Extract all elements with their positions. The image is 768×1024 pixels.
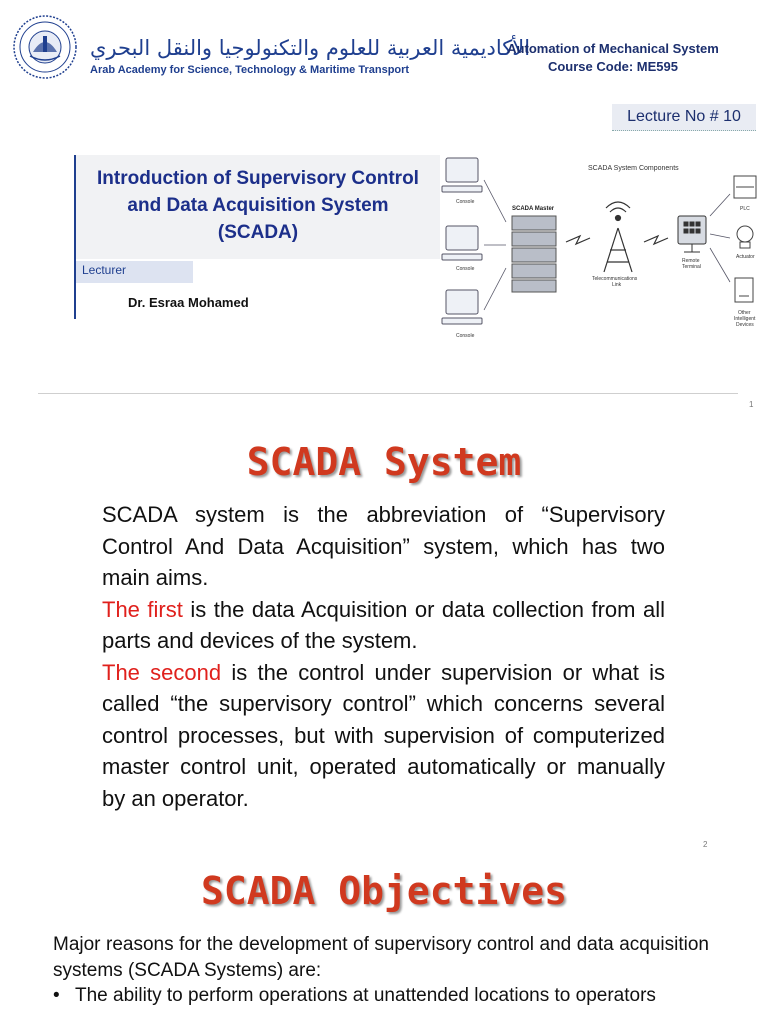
highlight-second: The second <box>102 659 222 685</box>
console-link-arrows <box>484 180 506 310</box>
paragraph <box>102 657 665 815</box>
course-info <box>478 40 748 76</box>
academy-logo <box>12 14 78 80</box>
diagram-title: SCADA System Components <box>588 165 679 172</box>
page-number: 1 <box>749 400 754 409</box>
paragraph: SCADA system is the abbreviation of “Supervisory Control And Data Acquisition” system, which has two main aims. <box>102 502 665 590</box>
remote-label: Remote <box>682 258 700 264</box>
link-bolt-icon <box>566 236 590 244</box>
actuator-icon <box>737 226 753 248</box>
slide2-title: SCADA System <box>246 440 522 484</box>
intelligent-device-icon <box>735 278 753 302</box>
other-label: Other <box>738 310 751 316</box>
actuator-label: Actuator <box>736 254 755 260</box>
console-label: Console <box>456 333 475 339</box>
slide1-title-line: and Data Acquisition System <box>127 195 389 216</box>
telecom-link-label: Link <box>612 282 622 288</box>
plc-icon <box>734 176 756 198</box>
scada-master-server-icon <box>512 216 556 292</box>
second-text: is the control under supervision or what is called “the supervisory control” which concerns several control processes, but with supervision of computerized master control unit, operated automatically or manually by an operator. <box>102 659 665 811</box>
plc-label: PLC <box>740 206 750 212</box>
master-label: SCADA Master <box>512 206 555 212</box>
lecturer-name: Dr. Esraa Mohamed <box>128 295 249 310</box>
course-code: Course Code: ME595 <box>547 59 679 74</box>
academy-name-english: Arab Academy for Science, Technology & Maritime Transport <box>90 64 410 76</box>
lecture-number: Lecture No # 10 <box>612 104 756 131</box>
bullet-text: The ability to perform operations at unattended locations to operators <box>75 985 656 1006</box>
first-text: is the data Acquisition or data collection from all parts and devices of the system. <box>102 596 665 653</box>
console-icon <box>442 226 482 260</box>
console-label: Console <box>456 199 475 205</box>
academy-name-arabic: الأكاديمية العربية للعلوم والتكنولوجيا والنقل البحري <box>90 36 531 60</box>
console-icon <box>442 158 482 192</box>
slide3-body <box>53 932 709 1009</box>
remote-terminal-icon <box>678 216 706 252</box>
remote-label: Terminal <box>682 264 701 270</box>
bullet-item <box>53 983 709 1009</box>
other-label: Intelligent <box>734 316 756 322</box>
telecom-tower-icon <box>604 202 632 272</box>
course-title: Automation of Mechanical System <box>507 41 719 56</box>
slide3-title: SCADA Objectives <box>200 869 568 913</box>
page-number: 2 <box>703 840 708 849</box>
intro-paragraph: Major reasons for the development of supervisory control and data acquisition systems (SCADA Systems) are: <box>53 934 709 981</box>
field-link-arrows <box>710 194 730 282</box>
console-icon <box>442 290 482 324</box>
highlight-first: The first <box>102 596 183 622</box>
other-label: Devices <box>736 322 754 328</box>
bullet-symbol: • <box>53 985 60 1006</box>
telecom-label: Telecommunications <box>592 276 638 282</box>
paragraph <box>102 594 665 657</box>
slide-divider <box>38 393 738 394</box>
console-label: Console <box>456 266 475 272</box>
slide1-title-line: (SCADA) <box>217 222 299 243</box>
slide1-title-line: Introduction of Supervisory Control <box>97 168 419 189</box>
link-bolt-icon <box>644 236 668 244</box>
scada-components-diagram <box>440 150 762 350</box>
lecturer-label: Lecturer <box>82 263 127 277</box>
slide1-title <box>80 165 436 246</box>
slide2-body <box>102 499 665 814</box>
